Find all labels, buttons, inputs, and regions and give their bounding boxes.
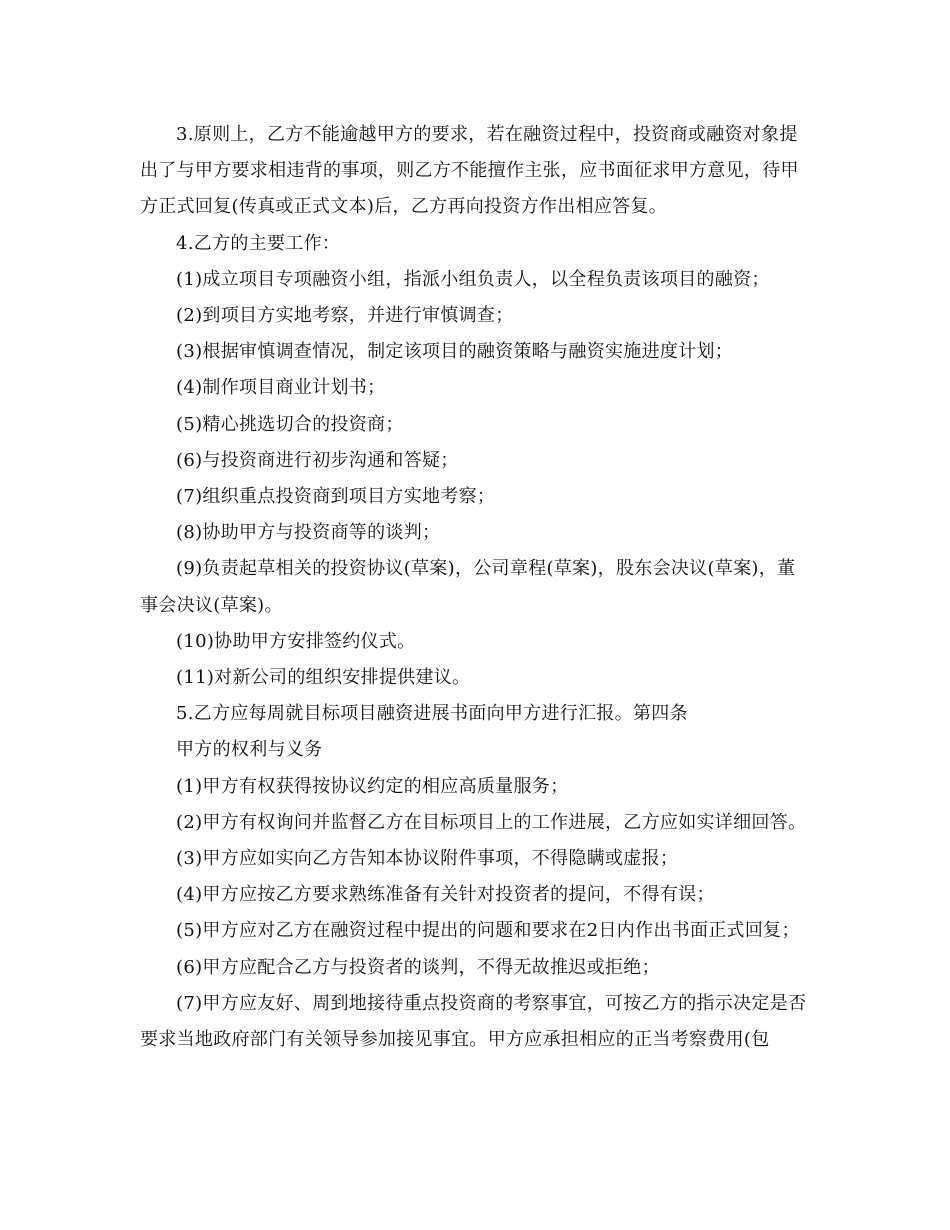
list-item: (3)根据审慎调查情况，制定该项目的融资策略与融资实施进度计划；: [176, 341, 734, 363]
list-item: (7)组织重点投资商到项目方实地考察；: [176, 486, 496, 508]
list-item: (5)甲方应对乙方在融资过程中提出的问题和要求在2日内作出书面正式回复；: [176, 920, 800, 942]
list-item: (8)协助甲方与投资商等的谈判；: [176, 522, 441, 544]
list-item: (2)到项目方实地考察，并进行审慎调查；: [176, 305, 514, 327]
section-heading: 甲方的权利与义务: [176, 739, 323, 761]
clause-5-paragraph: 5.乙方应每周就目标项目融资进展书面向甲方进行汇报。第四条: [176, 703, 688, 725]
list-item: (5)精心挑选切合的投资商；: [176, 413, 404, 435]
document-body: [140, 117, 812, 1058]
list-item: (1)成立项目专项融资小组，指派小组负责人，以全程负责该项目的融资；: [176, 268, 770, 290]
list-item: (9)负责起草相关的投资协议(草案)，公司章程(草案)，股东会决议(草案)，董事会决议(草案)。: [140, 558, 796, 616]
list-item: (7)甲方应友好、周到地接待重点投资商的考察事宜，可按乙方的指示决定是否要求当地政府部门有关领导参加接见事宜。甲方应承担相应的正当考察费用(包: [140, 992, 807, 1051]
list-item: (1)甲方有权获得按协议约定的相应高质量服务；: [176, 775, 569, 797]
list-item: (2)甲方有权询问并监督乙方在目标项目上的工作进展，乙方应如实详细回答。: [176, 811, 807, 833]
clause-4-heading: 4.乙方的主要工作：: [176, 232, 341, 254]
list-item: (6)与投资商进行初步沟通和答疑；: [176, 449, 459, 471]
clause-3-paragraph: 3.原则上，乙方不能逾越甲方的要求，若在融资过程中，投资商或融资对象提出了与甲方要求相违背的事项，则乙方不能擅作主张，应书面征求甲方意见，待甲方正式回复(传真或正式文本)后，乙方再向投资方作出相应答复。: [140, 124, 799, 218]
list-item: (4)甲方应按乙方要求熟练准备有关针对投资者的提问，不得有误；: [176, 884, 715, 906]
list-item: (4)制作项目商业计划书；: [176, 377, 386, 399]
list-item: (10)协助甲方安排签约仪式。: [176, 630, 416, 652]
list-item: (11)对新公司的组织安排提供建议。: [176, 667, 471, 689]
list-item: (3)甲方应如实向乙方告知本协议附件事项，不得隐瞒或虚报；: [176, 848, 679, 870]
list-item: (6)甲方应配合乙方与投资者的谈判，不得无故推迟或拒绝；: [176, 956, 660, 978]
